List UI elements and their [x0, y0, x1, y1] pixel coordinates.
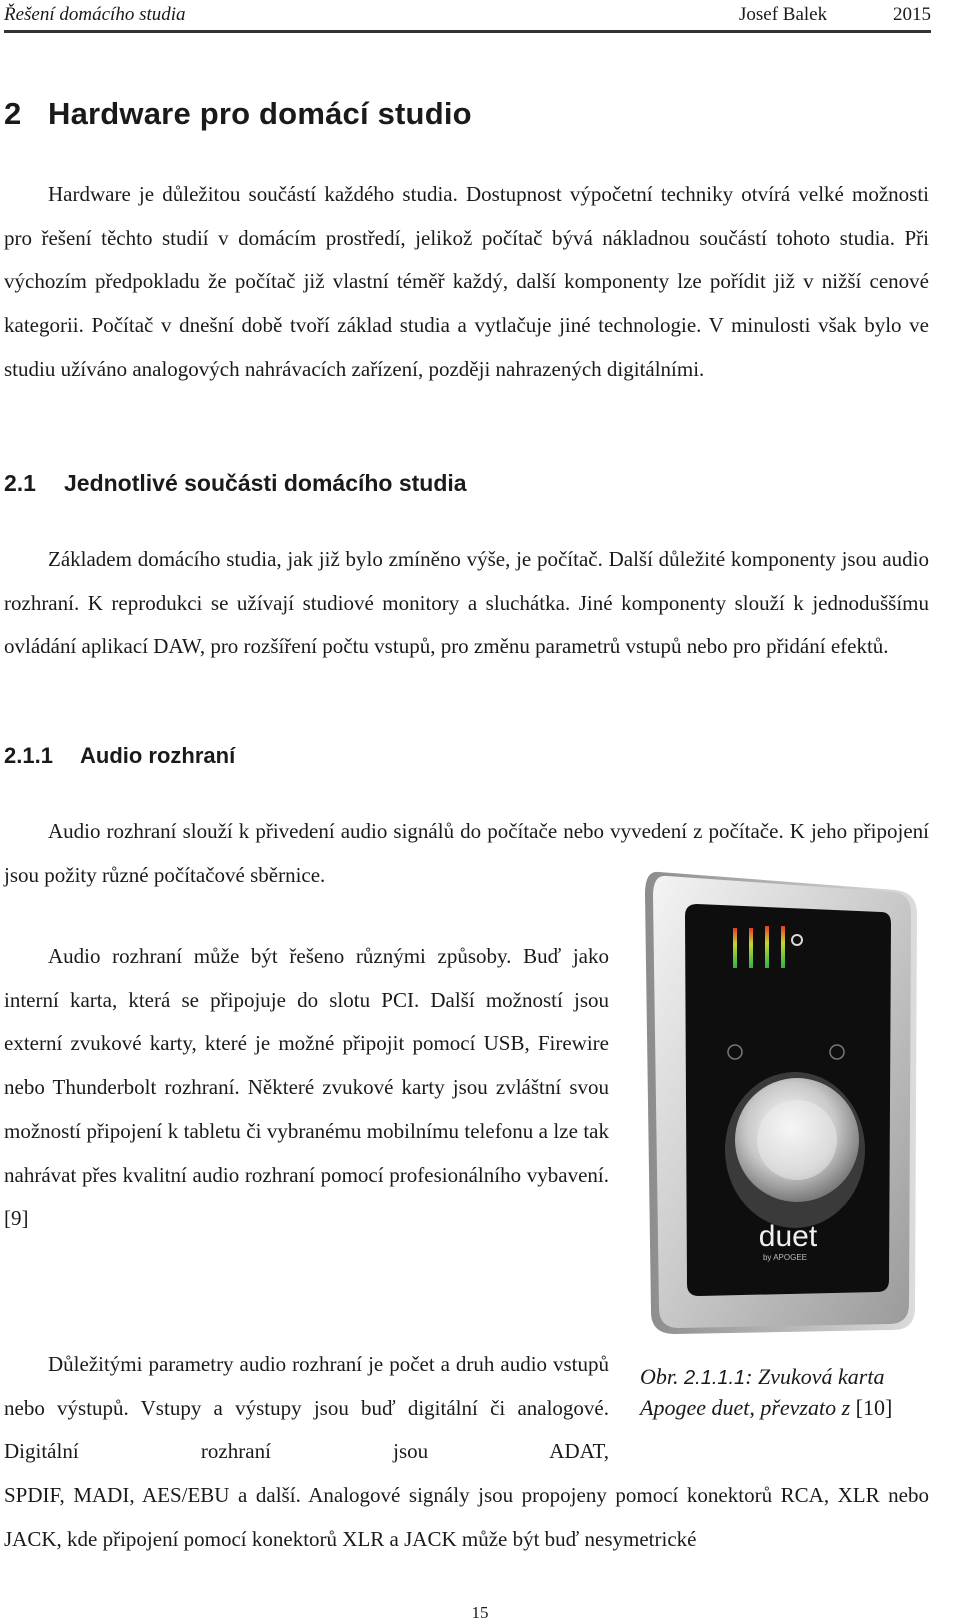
paragraph-audio-types: Audio rozhraní může být řešeno různými způsoby. Buď jako interní karta, která se připojuje do slotu PCI. Další možností jsou externí zvukové karty, které je možné připojit pomocí USB, Firewire nebo Thunderbolt rozhraní. Některé zvukové karty jsou zvláštní svou možností připojení k tabletu či vybranému mobilnímu telefonu a lze tak nahrávat přes kvalitní audio rozhraní pomocí profesionálního vybavení.[9] [4, 944, 609, 1231]
subsection-title: Audio rozhraní [80, 743, 236, 768]
chapter-title: Hardware pro domácí studio [48, 96, 472, 131]
apogee-duet-image [645, 868, 923, 1336]
device-brand: duet [758, 1220, 818, 1253]
paragraph-components: Základem domácího studia, jak již bylo zmíněno výše, je počítač. Další důležité komponenty jsou audio rozhraní. K reprodukci se užívají studiové monitory a sluchátka. Jiné komponenty slouží k jednoduššímu ovládání aplikací DAW, pro rozšíření počtu vstupů, pro změnu parametrů vstupů nebo pro přidání efektů. [4, 547, 929, 659]
header-title: Řešení domácího studia [4, 4, 186, 25]
paragraph-intro: Hardware je důležitou součástí každého studia. Dostupnost výpočetní techniky otvírá velké možnosti pro řešení těchto studií v domácím prostředí, jelikož počítač bývá nákladnou součástí tohoto studia. Při výchozím předpokladu že počítač již vlastní téměř každý, další komponenty lze pořídit již v nižší cenové kategorii. Počítač v dnešní době tvoří základ studia a vytlačuje jiné technologie. V minulosti však bylo ve studiu užíváno analogových nahrávacích zařízení, později nahrazených digitálními. [4, 182, 929, 381]
caption-prefix: Obr. [640, 1364, 679, 1389]
paragraph-parameters-start: Důležitými parametry audio rozhraní je počet a druh audio vstupů nebo výstupů. Vstupy a výstupy jsou buď digitální či analogové. Digitální rozhraní jsou ADAT, [4, 1352, 609, 1464]
page-number: 15 [471, 1603, 489, 1622]
paragraph-parameters-end: SPDIF, MADI, AES/EBU a další. Analogové signály jsou propojeny pomocí konektorů RCA, XLR nebo JACK, kde připojení pomocí konektorů XLR a JACK může být buď nesymetrické [4, 1483, 929, 1551]
caption-text: : Zvuková karta Apogee duet, převzato z [640, 1364, 885, 1420]
caption-number: 2.1.1.1 [684, 1367, 746, 1389]
header-author: Josef Balek [739, 4, 828, 25]
running-header [4, 2, 931, 33]
paragraph-audio-intro: Audio rozhraní slouží k přivedení audio signálů do počítače nebo vyvedení z počítače. K jeho připojení jsou požity různé počítačové sběrnice. [4, 819, 929, 887]
chapter-heading [4, 96, 472, 132]
section-title: Jednotlivé součásti domácího studia [64, 470, 467, 496]
figure-caption [640, 1362, 930, 1423]
subsection-number: 2.1.1 [4, 743, 53, 768]
section-number: 2.1 [4, 470, 36, 496]
caption-reference: [10] [855, 1395, 893, 1420]
chapter-number: 2 [4, 96, 22, 131]
header-year: 2015 [893, 4, 931, 25]
subsection-heading [4, 743, 235, 769]
device-brand-sub: by APOGEE [762, 1253, 808, 1262]
section-heading [4, 470, 467, 497]
